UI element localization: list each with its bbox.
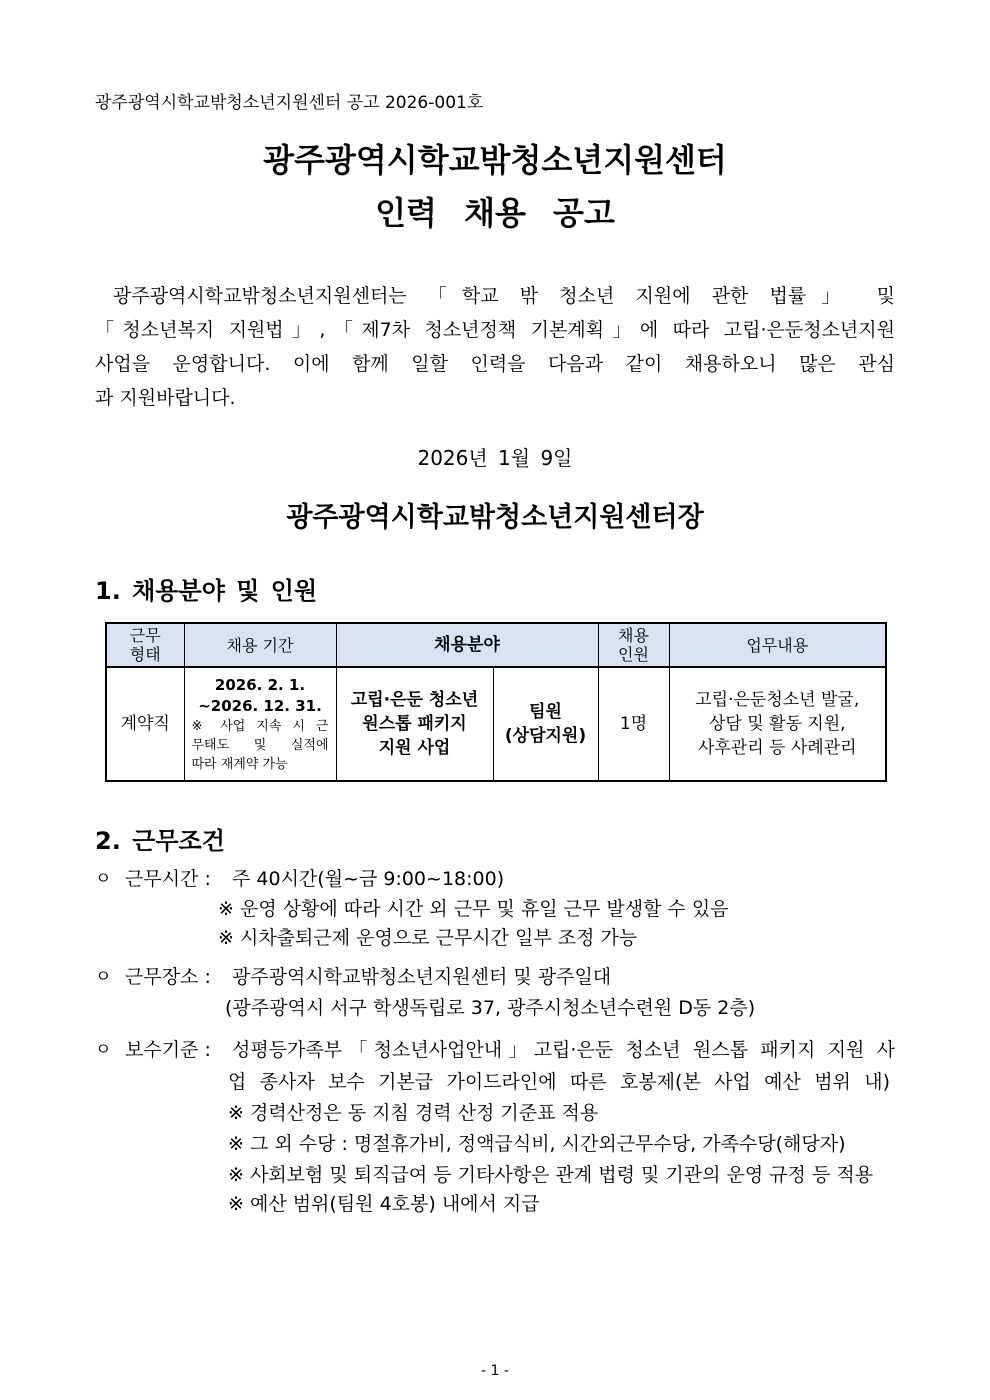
condition-label: 근무시간 : xyxy=(125,868,211,890)
intro-line: 「청소년복지 지원법」,「제7차 청소년정책 기본계획」에 따라 고립·은둔청소년지원 xyxy=(95,319,895,341)
cell-duties xyxy=(669,667,886,781)
table-header-row xyxy=(106,623,886,667)
period-note-line: 따라 재계약 가능 xyxy=(191,756,288,772)
header-duties: 업무내용 xyxy=(669,623,886,667)
condition-note: ※ 그 외 수당 : 명절휴가비, 정액급식비, 시간외근무수당, 가족수당(해당자) xyxy=(228,1133,846,1155)
title-line-1: 광주광역시학교밖청소년지원센터 xyxy=(263,141,727,179)
bullet-icon: ㅇ xyxy=(95,1040,112,1060)
condition-value: 업 종사자 보수 기본급 가이드라인에 따른 호봉제(본 사업 예산 범위 내) xyxy=(228,1071,890,1093)
period-end: ~2026. 12. 31. xyxy=(198,696,322,715)
duties-line: 고립·은둔청소년 발굴, xyxy=(695,690,860,710)
duties-line: 상담 및 활동 지원, xyxy=(708,714,846,734)
header-work-type xyxy=(106,623,184,667)
section-2-heading: 2. 근무조건 xyxy=(95,827,225,855)
table-row xyxy=(106,667,886,781)
recruitment-table xyxy=(105,622,887,782)
bullet-icon: ㅇ xyxy=(95,869,112,889)
condition-value: (광주광역시 서구 학생독립로 37, 광주시청소년수련원 D동 2층) xyxy=(225,997,756,1019)
condition-note: ※ 예산 범위(팀원 4호봉) 내에서 지급 xyxy=(228,1193,540,1215)
period-start: 2026. 2. 1. xyxy=(214,675,306,694)
section-1-heading: 1. 채용분야 및 인원 xyxy=(95,577,318,605)
intro-line: 사업을 운영합니다. 이에 함께 일할 인력을 다음과 같이 채용하오니 많은 관심 xyxy=(95,353,895,375)
condition-value: 성평등가족부「청소년사업안내」고립·은둔 청소년 원스톱 패키지 지원 사 xyxy=(232,1039,895,1061)
position-line: 팀원 xyxy=(529,702,562,722)
intro-paragraph xyxy=(95,279,895,415)
cell-period xyxy=(184,667,336,781)
condition-label: 보수기준 : xyxy=(125,1039,211,1061)
condition-note: ※ 시차출퇴근제 운영으로 근무시간 일부 조정 가능 xyxy=(218,927,638,949)
signatory: 광주광역시학교밖청소년지원센터장 xyxy=(286,502,704,533)
announcement-date: 2026년 1월 9일 xyxy=(417,446,573,470)
header-headcount-line: 채용 xyxy=(618,626,649,645)
period-note-line: 무태도 및 실적에 xyxy=(191,737,329,753)
header-work-type-line: 근무 xyxy=(129,626,161,645)
condition-note: ※ 사회보험 및 퇴직급여 등 기타사항은 관계 법령 및 기관의 운영 규정 등 적용 xyxy=(228,1164,874,1186)
duties-line: 사후관리 등 사례관리 xyxy=(697,738,857,758)
header-field: 채용분야 xyxy=(336,623,598,667)
condition-note: ※ 경력산정은 동 지침 경력 산정 기준표 적용 xyxy=(228,1102,599,1124)
period-note-line: ※ 사업 지속 시 근 xyxy=(191,718,329,734)
condition-value: 광주광역시학교밖청소년지원센터 및 광주일대 xyxy=(232,966,612,988)
cell-headcount: 1명 xyxy=(598,667,669,781)
header-period: 채용 기간 xyxy=(184,623,336,667)
position-line: (상담지원) xyxy=(504,726,587,746)
condition-value: 주 40시간(월~금 9:00~18:00) xyxy=(232,868,505,890)
project-line: 고립·은둔 청소년 xyxy=(350,690,479,710)
notice-number: 광주광역시학교밖청소년지원센터 공고 2026-001호 xyxy=(95,93,484,113)
bullet-icon: ㅇ xyxy=(95,967,112,987)
title-line-2: 인력 채용 공고 xyxy=(375,194,615,232)
project-line: 원스톱 패키지 xyxy=(362,714,467,734)
cell-project xyxy=(336,667,493,781)
project-line: 지원 사업 xyxy=(378,738,451,758)
header-work-type-line: 형태 xyxy=(129,645,161,664)
condition-label: 근무장소 : xyxy=(125,966,211,988)
cell-work-type: 계약직 xyxy=(106,667,184,781)
intro-line: 광주광역시학교밖청소년지원센터는 「학교 밖 청소년 지원에 관한 법률」 및 xyxy=(113,285,895,307)
cell-position xyxy=(493,667,598,781)
page-number: - 1 - xyxy=(481,1363,509,1379)
condition-note: ※ 운영 상황에 따라 시간 외 근무 및 휴일 근무 발생할 수 있음 xyxy=(218,898,729,920)
intro-line: 과 지원바랍니다. xyxy=(95,387,236,409)
header-headcount-line: 인원 xyxy=(618,645,649,664)
header-headcount xyxy=(598,623,669,667)
